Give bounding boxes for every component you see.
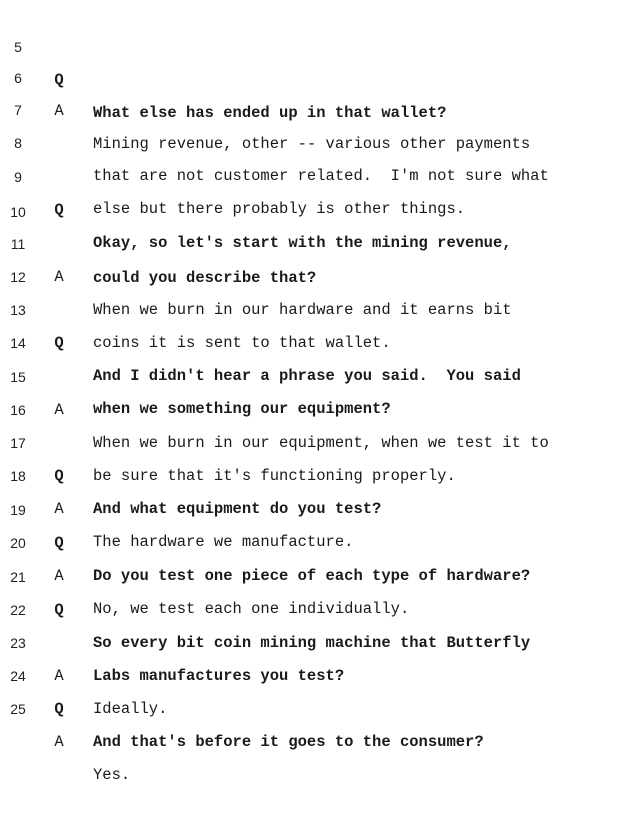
line-number: 8 xyxy=(14,135,22,151)
line-number: 18 xyxy=(10,468,26,484)
line-number: 25 xyxy=(10,701,26,717)
line-number: 11 xyxy=(10,236,26,252)
line-text: And what equipment do you test? xyxy=(93,500,382,518)
speaker-label: Q xyxy=(54,534,64,552)
line-text: When we burn in our hardware and it earns bit xyxy=(93,301,512,319)
speaker-label: A xyxy=(54,667,64,685)
line-number: 17 xyxy=(10,435,26,451)
speaker-label: Q xyxy=(54,601,64,619)
line-number: 10 xyxy=(10,204,26,220)
speaker-label: Q xyxy=(54,700,64,718)
line-text: What else has ended up in that wallet? xyxy=(93,104,447,122)
line-number: 23 xyxy=(10,635,26,651)
speaker-label: A xyxy=(54,401,64,419)
speaker-label: A xyxy=(54,102,64,120)
line-number: 12 xyxy=(10,269,26,285)
line-number: 15 xyxy=(10,369,26,385)
line-text: The hardware we manufacture. xyxy=(93,533,354,551)
line-text: And I didn't hear a phrase you said. You said xyxy=(93,367,521,385)
speaker-label: A xyxy=(54,500,64,518)
line-number: 24 xyxy=(10,668,26,684)
line-text: And that's before it goes to the consumer? xyxy=(93,733,484,751)
line-text: could you describe that? xyxy=(93,269,317,287)
line-text: else but there probably is other things. xyxy=(93,200,466,218)
line-number: 13 xyxy=(10,302,26,318)
line-text: Do you test one piece of each type of hardware? xyxy=(93,567,531,585)
line-number: 7 xyxy=(14,102,22,118)
line-number: 5 xyxy=(14,39,22,55)
line-text: that are not customer related. I'm not sure what xyxy=(93,167,549,185)
speaker-label: A xyxy=(54,268,64,286)
speaker-label: Q xyxy=(54,467,64,485)
speaker-label: Q xyxy=(54,334,64,352)
transcript-line xyxy=(0,0,623,122)
line-text: be sure that it's functioning properly. xyxy=(93,467,456,485)
line-text: coins it is sent to that wallet. xyxy=(93,334,391,352)
line-number: 21 xyxy=(10,569,26,585)
line-text: Okay, so let's start with the mining revenue, xyxy=(93,234,512,252)
speaker-label: A xyxy=(54,567,64,585)
line-number: 16 xyxy=(10,402,26,418)
line-text: Yes. xyxy=(93,766,131,784)
line-number: 19 xyxy=(10,502,26,518)
speaker-label: A xyxy=(54,733,64,751)
line-number: 14 xyxy=(10,335,26,351)
line-number: 6 xyxy=(14,70,22,86)
line-text: No, we test each one individually. xyxy=(93,600,410,618)
line-text: Labs manufactures you test? xyxy=(93,667,345,685)
line-text: when we something our equipment? xyxy=(93,400,391,418)
line-number: 20 xyxy=(10,535,26,551)
line-text: Mining revenue, other -- various other payments xyxy=(93,135,531,153)
speaker-label: Q xyxy=(54,201,64,219)
line-number: 9 xyxy=(14,169,22,185)
line-text: When we burn in our equipment, when we test it to xyxy=(93,434,549,452)
line-text: So every bit coin mining machine that Butterfly xyxy=(93,634,531,652)
line-number: 22 xyxy=(10,602,26,618)
speaker-label: Q xyxy=(54,71,64,89)
line-text: Ideally. xyxy=(93,700,168,718)
